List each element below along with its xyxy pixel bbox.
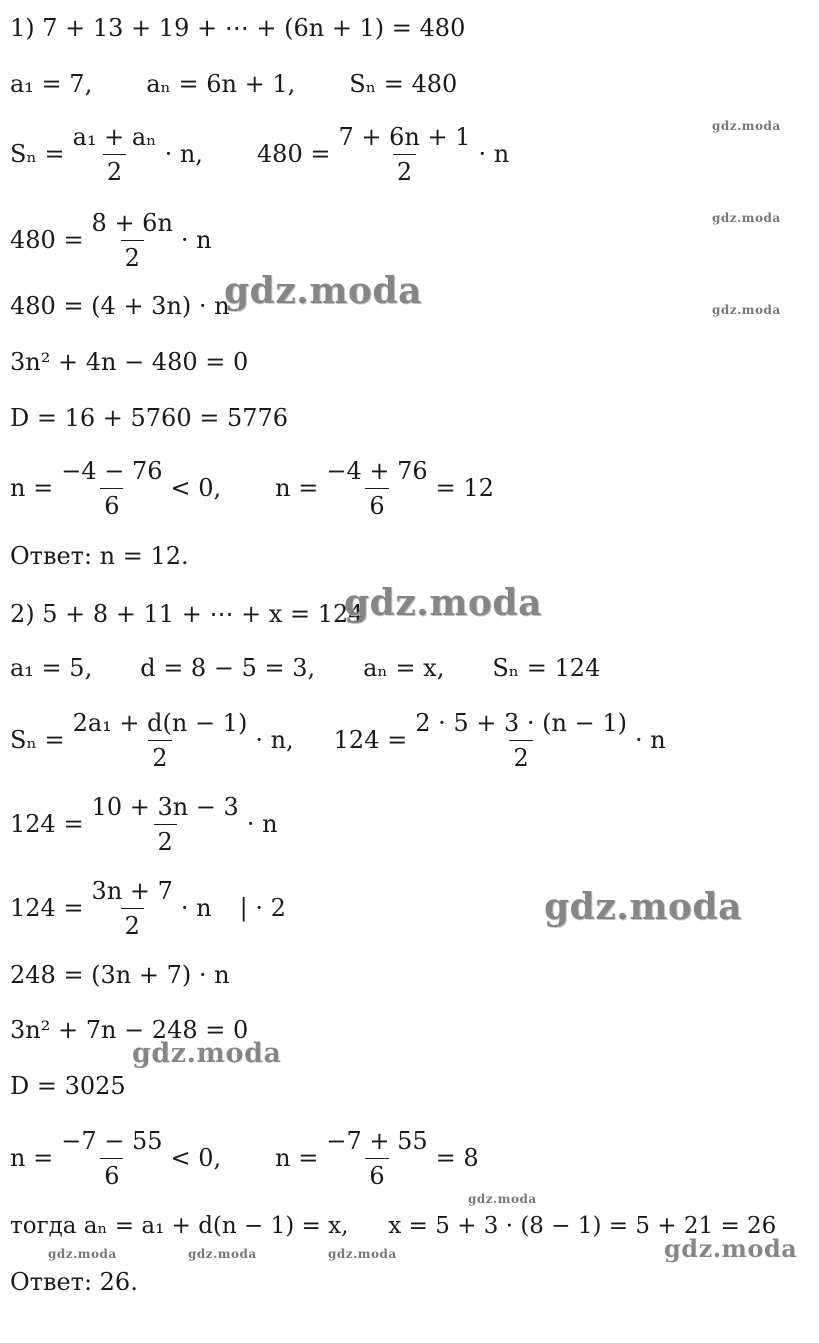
p2-given-an: aₙ = x, [363,654,445,682]
p1-line-given [10,64,457,104]
p2-subst-denominator: 2 [509,740,532,775]
p2-line-answer [10,1262,138,1302]
p2-subst-rhs: · n [634,726,666,754]
watermark: gdz.moda [48,1247,117,1261]
p1-subst-numerator: 7 + 6n + 1 [338,122,471,151]
p2-root1-rhs: < 0, [170,1144,222,1172]
p1-line-discriminant [10,398,288,438]
p2-simplify-fraction [88,790,243,859]
p1-factored-text: 480 = (4 + 3n) · n [10,292,230,320]
p1-given-a1: a₁ = 7, [10,70,93,98]
p1-root1-lhs: n = [10,474,54,502]
p2-reduced-lhs: 124 = [10,894,84,922]
p2-reduced-fraction [88,874,177,943]
p2-given-d: d = 8 − 5 = 3, [140,654,316,682]
p2-root2-denominator: 6 [365,1158,388,1193]
p1-subst-denominator: 2 [393,154,416,189]
p1-formula-lhs: Sₙ = [10,140,65,168]
p2-root1-fraction [57,1124,166,1193]
p1-root2-denominator: 6 [365,488,388,523]
p1-root1-denominator: 6 [100,488,123,523]
p2-line-reduced [10,868,286,948]
p1-problem-text: 1) 7 + 13 + 19 + ⋯ + (6n + 1) = 480 [10,14,466,42]
p1-simplify-fraction [88,206,177,275]
watermark: gdz.moda [468,1192,537,1206]
p2-subst-fraction [411,706,631,775]
p1-quadratic-text: 3n² + 4n − 480 = 0 [10,348,249,376]
p1-root2-fraction [322,454,431,523]
p2-simplify-rhs: · n [246,810,278,838]
p2-simplify-lhs: 124 = [10,810,84,838]
p1-discriminant-text: D = 16 + 5760 = 5776 [10,404,289,432]
watermark: gdz.moda [712,303,781,317]
p2-formula-lhs: Sₙ = [10,726,65,754]
p2-answer-text: Ответ: 26. [10,1268,138,1296]
watermark: gdz.moda [328,1247,397,1261]
p2-formula-rhs: · n, [255,726,294,754]
watermark: gdz.moda [344,582,542,624]
p2-reduced-rhs: · n [180,894,212,922]
p2-root2-numerator: −7 + 55 [326,1126,428,1155]
p1-formula-rhs: · n, [164,140,203,168]
p2-line-roots [10,1118,479,1198]
p2-line-given [10,648,600,688]
p2-line-sum-formula [10,700,666,780]
p2-factored-text: 248 = (3n + 7) · n [10,961,230,989]
p1-line-answer [10,536,189,576]
p1-simplify-rhs: · n [180,226,212,254]
p2-formula-denominator: 2 [148,740,171,775]
p1-subst-rhs: · n [478,140,510,168]
watermark: gdz.moda [224,270,422,312]
p2-root1-numerator: −7 − 55 [61,1126,163,1155]
p2-simplify-denominator: 2 [154,824,177,859]
p1-given-an: aₙ = 6n + 1, [146,70,296,98]
p2-subst-lhs: 124 = [333,726,408,754]
p2-root1-lhs: n = [10,1144,54,1172]
p2-reduced-numerator: 3n + 7 [91,876,173,905]
p1-root2-lhs: n = [275,474,319,502]
p1-formula-fraction [69,120,161,189]
p1-line-problem [10,8,465,48]
p1-given-sn: Sₙ = 480 [349,70,458,98]
p2-given-sn: Sₙ = 124 [492,654,601,682]
p2-quadratic-text: 3n² + 7n − 248 = 0 [10,1016,249,1044]
p1-root2-rhs: = 12 [435,474,494,502]
p2-reduced-note: | · 2 [239,894,286,922]
p2-root2-fraction [322,1124,431,1193]
watermark: gdz.moda [188,1247,257,1261]
p2-reduced-denominator: 2 [121,908,144,943]
p2-discriminant-text: D = 3025 [10,1072,126,1100]
p1-line-quadratic [10,342,248,382]
p1-answer-text: Ответ: n = 12. [10,542,189,570]
p2-line-simplify [10,784,278,864]
p1-simplify-denominator: 2 [121,240,144,275]
p2-line-discriminant [10,1066,126,1106]
p1-line-sum-formula [10,114,509,194]
p2-line-problem [10,594,364,634]
p2-given-a1: a₁ = 5, [10,654,93,682]
watermark: gdz.moda [664,1234,798,1263]
p1-root1-rhs: < 0, [170,474,222,502]
watermark: gdz.moda [132,1038,282,1069]
p2-simplify-numerator: 10 + 3n − 3 [91,792,239,821]
p1-subst-fraction [334,120,474,189]
p2-root1-denominator: 6 [100,1158,123,1193]
p1-formula-denominator: 2 [103,154,126,189]
watermark: gdz.moda [544,886,742,928]
p1-root1-numerator: −4 − 76 [61,456,163,485]
p2-line-term [10,1206,776,1246]
watermark: gdz.moda [712,119,781,133]
watermark: gdz.moda [712,211,781,225]
p2-formula-numerator: 2a₁ + d(n − 1) [72,708,248,737]
p2-term-formula: тогда aₙ = a₁ + d(n − 1) = x, [10,1213,349,1239]
p2-root2-lhs: n = [275,1144,319,1172]
p1-line-factored [10,286,230,326]
p2-formula-fraction [69,706,252,775]
p1-simplify-numerator: 8 + 6n [91,208,173,237]
p1-root2-numerator: −4 + 76 [326,456,428,485]
p2-term-value: x = 5 + 3 · (8 − 1) = 5 + 21 = 26 [388,1213,777,1239]
p2-problem-text: 2) 5 + 8 + 11 + ⋯ + x = 124 [10,600,364,628]
p1-line-roots [10,448,494,528]
p2-subst-numerator: 2 · 5 + 3 · (n − 1) [415,708,627,737]
p1-root1-fraction [57,454,166,523]
p2-root2-rhs: = 8 [435,1144,479,1172]
p1-line-simplify [10,200,212,280]
p1-subst-lhs: 480 = [256,140,331,168]
p1-simplify-lhs: 480 = [10,226,84,254]
p1-formula-numerator: a₁ + aₙ [72,122,157,151]
p2-line-factored [10,955,230,995]
